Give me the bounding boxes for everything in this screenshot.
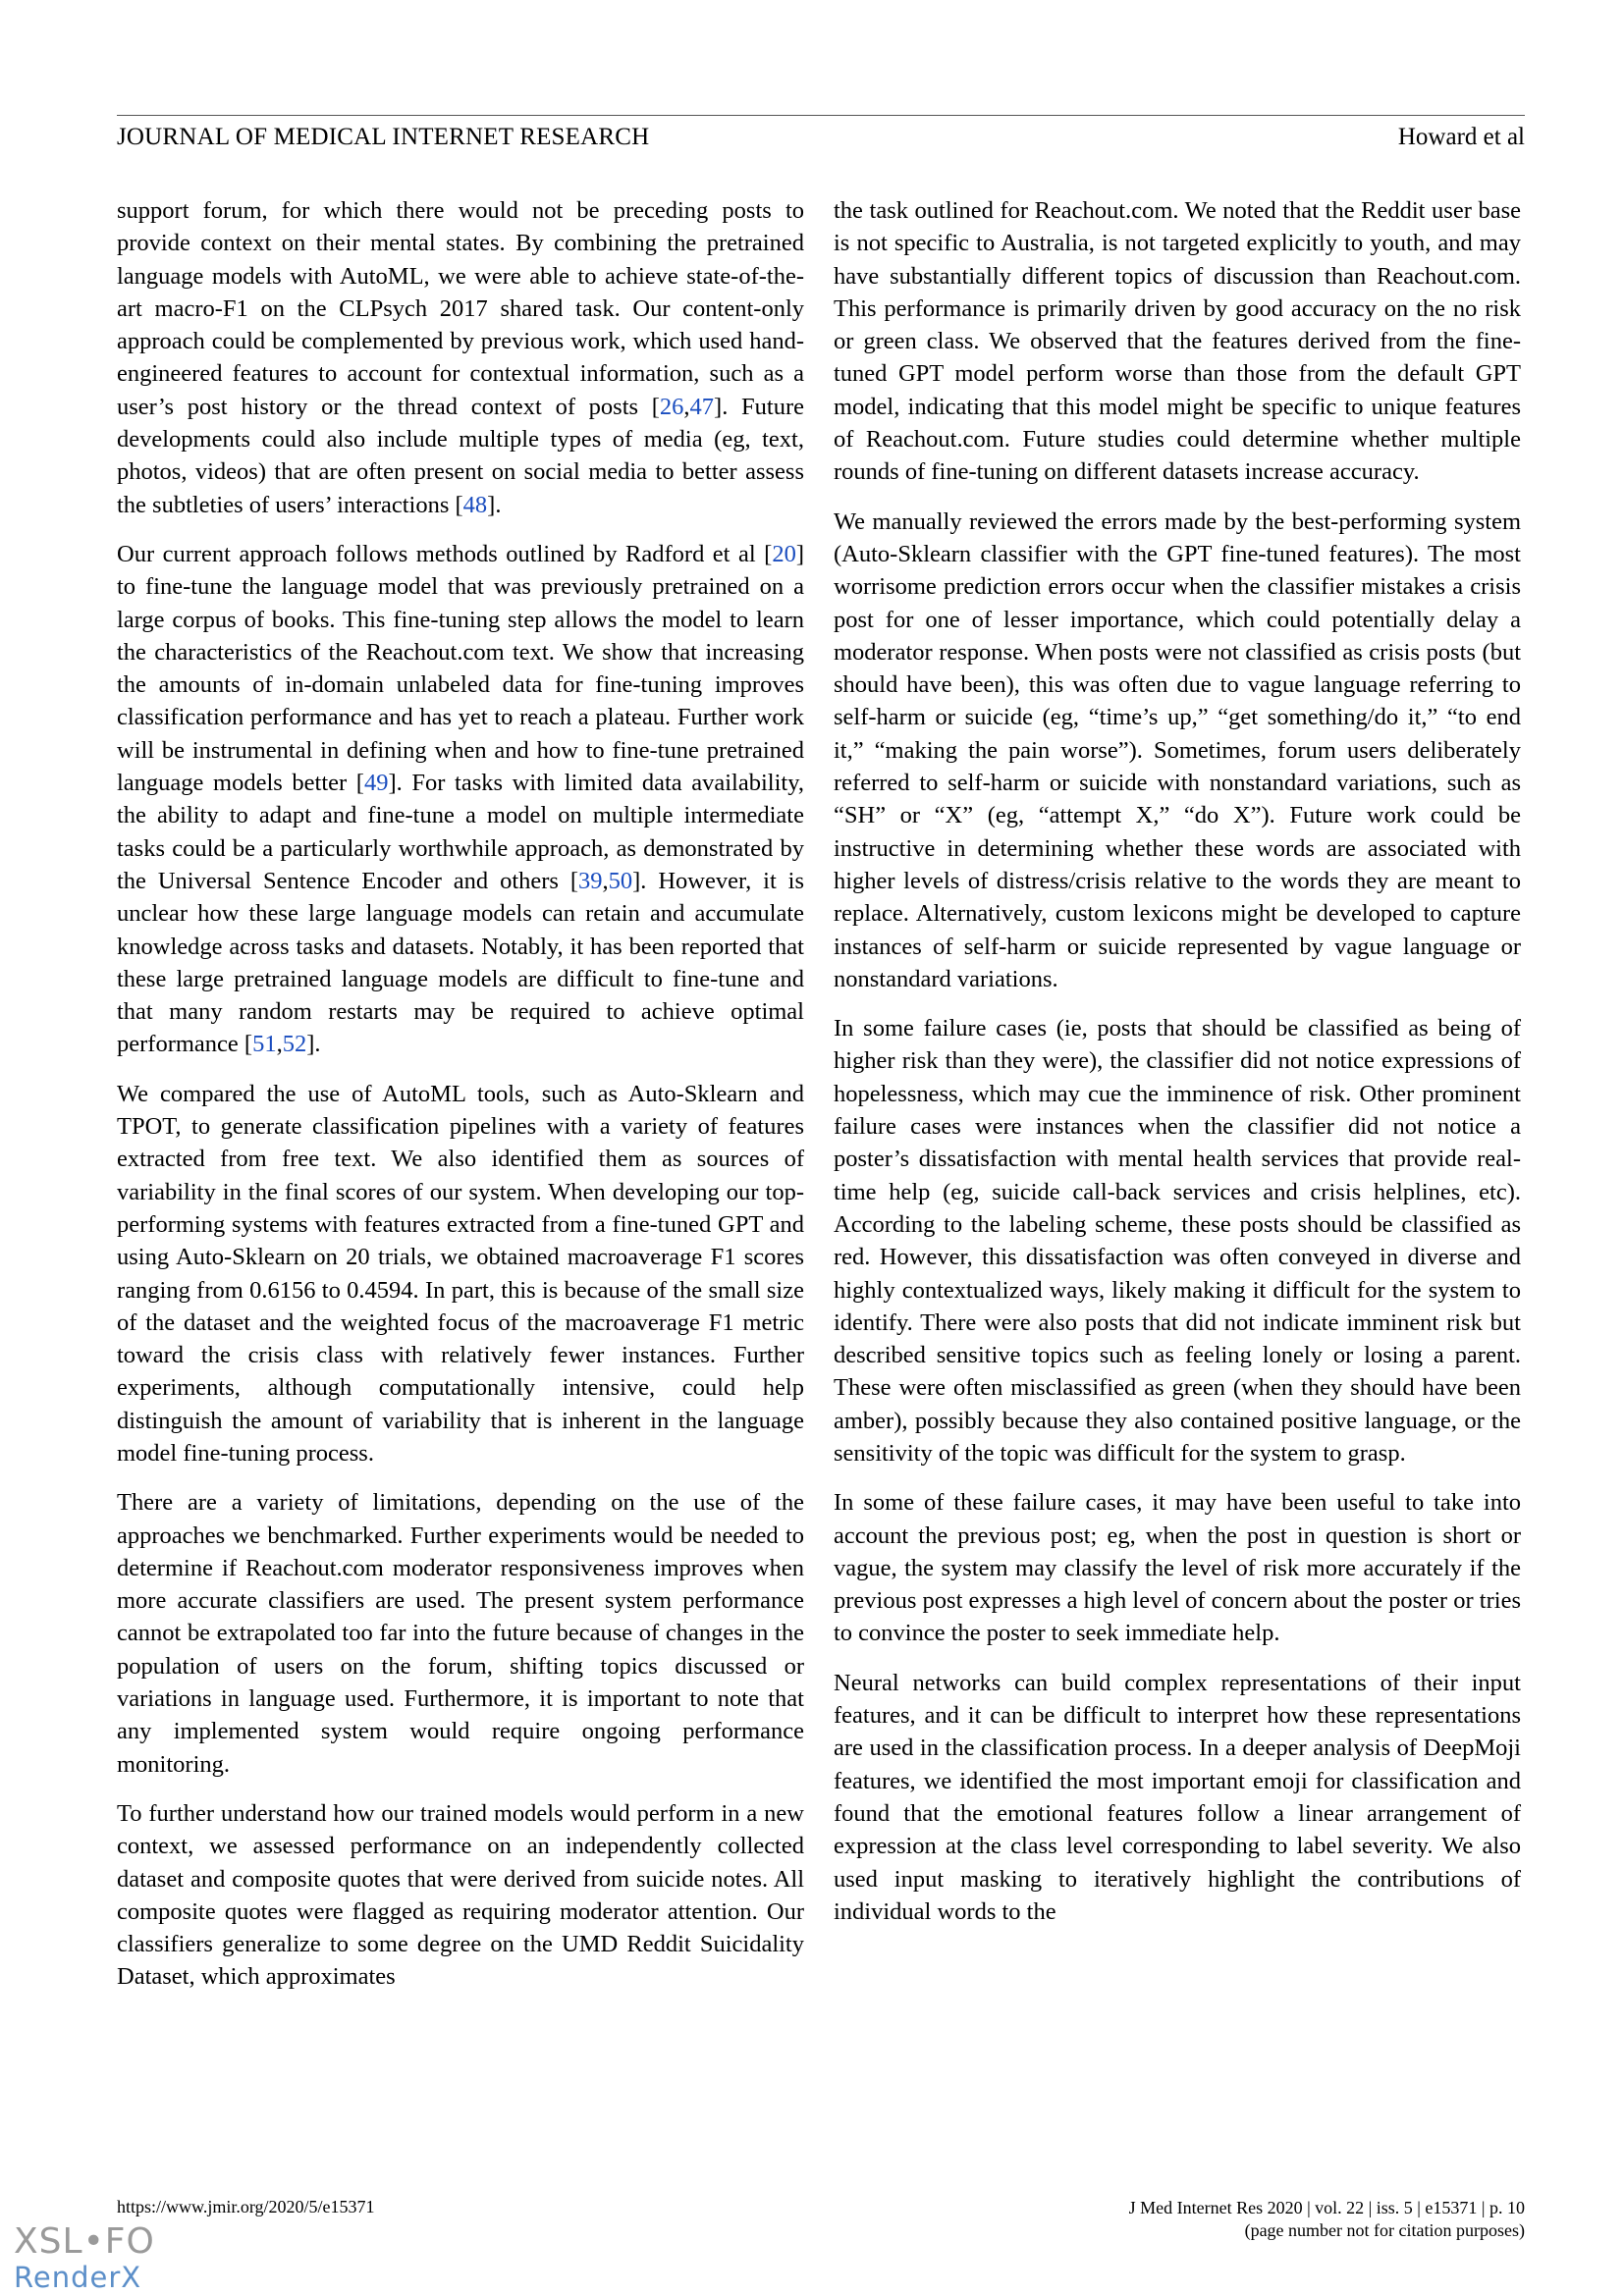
- citation-link[interactable]: 52: [282, 1031, 307, 1058]
- paragraph: [117, 194, 804, 521]
- right-column: [834, 194, 1521, 1945]
- text-run: We manually reviewed the errors made by the best-performing system (Auto-Sklearn classifier with the GPT fine-tuned features). The most worrisome prediction errors occur when the classifier mistakes a crisis post for one of lesser importance, which could potentially delay a moderator response. When posts were not classified as crisis posts (but should have been), this was often due to vague language referring to self-harm or suicide (eg, “time’s up,” “get something/do it,” “to end it,” “making the pain worse”). Sometimes, forum users deliberately referred to self-harm or suicide with nonstandard variations, such as “SH” or “X” (eg, “attempt X,” “do X”). Future work could be instructive in determining whether these words are associated with higher levels of distress/crisis relative to the words they are meant to replace. Alternatively, custom lexicons might be developed to capture instances of self-harm or suicide represented by vague language or nonstandard variations.: [834, 507, 1521, 992]
- logo-xslfo-text: XSL•FO: [14, 2221, 155, 2262]
- paragraph: [834, 1012, 1521, 1469]
- text-run: the task outlined for Reachout.com. We noted that the Reddit user base is not specific to Australia, is not targeted explicitly to youth, and may have substantially different topics of discussion than Reachout.com. This performance is primarily driven by good accuracy on the no risk or green class. We observed that the features derived from the fine-tuned GPT model perform worse than those from the default GPT model, indicating that this model might be specific to unique features of Reachout.com. Future studies could determine whether multiple rounds of fine-tuning on different datasets increase accuracy.: [834, 197, 1521, 486]
- citation-link[interactable]: 50: [608, 867, 633, 894]
- paragraph: [117, 538, 804, 1061]
- paragraph: [117, 1486, 804, 1781]
- paragraph: [834, 1486, 1521, 1649]
- text-run: We compared the use of AutoML tools, such as Auto-Sklearn and TPOT, to generate classification pipelines with a variety of features extracted from free text. We also identified them as sources of variability in the final scores of our system. When developing our top-performing systems with features extracted from a fine-tuned GPT and using Auto-Sklearn on 20 trials, we obtained macroaverage F1 scores ranging from 0.6156 to 0.4594. In part, this is because of the small size of the dataset and the weighted focus of the macroaverage F1 metric toward the crisis class with relatively fewer instances. Further experiments, although computationally intensive, could help distinguish the amount of variability that is inherent in the language model fine-tuning process.: [117, 1080, 804, 1467]
- citation-link[interactable]: 39: [578, 867, 603, 894]
- page-citation: [1129, 2197, 1525, 2242]
- text-run: ,: [683, 393, 690, 420]
- text-run: ].: [306, 1031, 321, 1058]
- text-run: In some failure cases (ie, posts that should be classified as being of higher risk than they were), the classifier did not notice expressions of hopelessness, which may cue the imminence of risk. Other prominent failure cases were instances when the classifier did not notice a poster’s dissatisfaction with mental health services that provide real-time help (eg, suicide call-back services and crisis helplines, etc). According to the labeling scheme, these posts should be classified as red. However, this dissatisfaction was often conveyed in diverse and highly contextualized ways, likely making it difficult for the system to identify. There were also posts that did not indicate imminent risk but described sensitive topics such as feeling lonely or losing a parent. These were often misclassified as green (when they should have been amber), possibly because they also contained positive language, or the sensitivity of the topic was difficult for the system to grasp.: [834, 1015, 1521, 1467]
- header-rule: [117, 115, 1525, 116]
- text-run: ]. For tasks with limited data availability, the ability to adapt and fine-tune a model on multiple intermediate tasks could be a particularly worthwhile approach, as demonstrated by the Universal Sentence Encoder and others [: [117, 770, 804, 894]
- paragraph: [117, 1078, 804, 1470]
- journal-title: JOURNAL OF MEDICAL INTERNET RESEARCH: [117, 124, 650, 150]
- left-column: [117, 194, 804, 2010]
- citation-link[interactable]: 47: [689, 393, 715, 420]
- xslfo-renderx-logo: [14, 2222, 155, 2293]
- article-url[interactable]: https://www.jmir.org/2020/5/e15371: [117, 2197, 375, 2216]
- citation-link[interactable]: 20: [772, 540, 796, 567]
- paragraph: [834, 194, 1521, 489]
- text-run: ,: [276, 1031, 283, 1058]
- text-run: To further understand how our trained models would perform in a new context, we assessed performance on an independently collected dataset and composite quotes that were derived from suicide notes. All composite quotes were flagged as requiring moderator attention. Our classifiers generalize to some degree on the UMD Reddit Suicidality Dataset, which approximates: [117, 1799, 804, 1991]
- text-run: ,: [602, 867, 609, 894]
- citation-link[interactable]: 26: [659, 393, 684, 420]
- paragraph: [117, 1797, 804, 1994]
- citation-note: (page number not for citation purposes): [1244, 2220, 1525, 2240]
- text-run: Our current approach follows methods outlined by Radford et al [: [117, 540, 773, 567]
- paragraph: [834, 1667, 1521, 1928]
- text-run: In some of these failure cases, it may have been useful to take into account the previous post; eg, when the post in question is short or vague, the system may classify the level of risk more accurately if the previous post expresses a high level of concern about the poster or tries to convince the poster to seek immediate help.: [834, 1489, 1521, 1647]
- text-run: There are a variety of limitations, depending on the use of the approaches we benchmarked. Further experiments would be needed to determine if Reachout.com moderator responsiveness improves when more accurate classifiers are used. The present system performance cannot be extrapolated too far into the future because of changes in the population of users on the forum, shifting topics discussed or variations in language used. Furthermore, it is important to note that any implemented system would require ongoing performance monitoring.: [117, 1489, 804, 1778]
- running-author: Howard et al: [1397, 124, 1525, 150]
- text-run: ]. Future developments could also include multiple types of media (eg, text, photos, videos) that are often present on social media to better assess the subtleties of users’ interactions [: [117, 393, 805, 518]
- paragraph: [834, 506, 1521, 995]
- citation-link[interactable]: 48: [462, 491, 488, 518]
- text-run: Neural networks can build complex representations of their input features, and it can be difficult to interpret how these representations are used in the classification process. In a deeper analysis of DeepMoji features, we identified the most important emoji for classification and found that the emotional features follow a linear arrangement of expression at the class level corresponding to label severity. We also used input masking to iteratively highlight the contributions of individual words to the: [834, 1669, 1521, 1925]
- text-run: support forum, for which there would not be preceding posts to provide context on their mental states. By combining the pretrained language models with AutoML, we were able to achieve state-of-the-art macro-F1 on the CLPsych 2017 shared task. Our content-only approach could be complemented by previous work, which used hand-engineered features to account for contextual information, such as a user’s post history or the thread context of posts [: [117, 197, 804, 420]
- text-run: ] to fine-tune the language model that was previously pretrained on a large corpus of books. This fine-tuning step allows the model to learn the characteristics of the Reachout.com text. We show that increasing the amounts of in-domain unlabeled data for fine-tuning improves classification performance and has yet to reach a plateau. Further work will be instrumental in defining when and how to fine-tune pretrained language models better [: [117, 540, 804, 797]
- citation-line: J Med Internet Res 2020 | vol. 22 | iss. 5 | e15371 | p. 10: [1128, 2198, 1525, 2217]
- citation-link[interactable]: 49: [363, 770, 389, 797]
- text-run: ]. However, it is unclear how these large language models can retain and accumulate knowledge across tasks and datasets. Notably, it has been reported that these large pretrained language models are difficult to fine-tune and that many random restarts may be required to achieve optimal performance [: [117, 867, 804, 1058]
- citation-link[interactable]: 51: [252, 1031, 277, 1058]
- logo-renderx-text: RenderX: [14, 2261, 142, 2294]
- text-run: ].: [487, 491, 502, 518]
